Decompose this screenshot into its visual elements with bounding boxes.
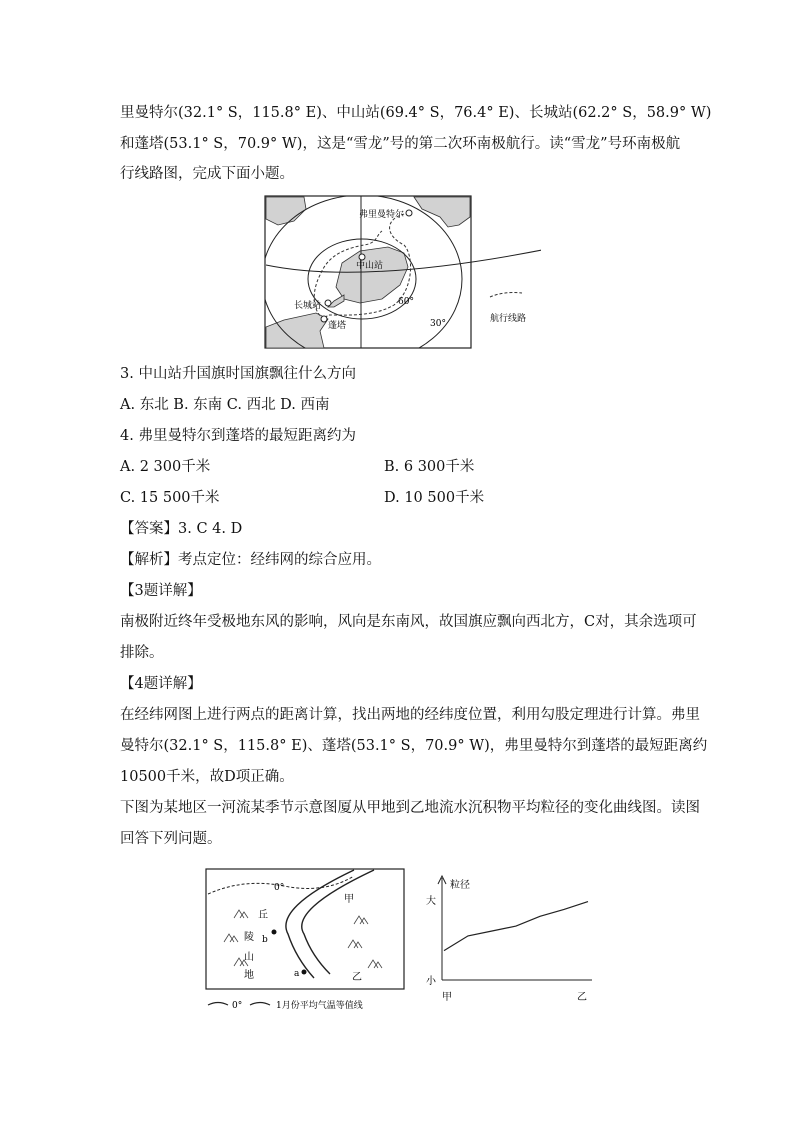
legend-0-deg: 0° [232, 1001, 243, 1011]
chart-x-start: 甲 [442, 992, 452, 1003]
label-fremantle: 弗里曼特尔 [359, 210, 405, 220]
map2-label-b: b [262, 935, 268, 945]
grain-size-curve [444, 902, 588, 951]
q4-option-d: D. 10 500千米 [384, 490, 485, 506]
chart-y-top: 大 [426, 896, 436, 907]
q4-option-b: B. 6 300千米 [384, 459, 475, 475]
answer-line: 【答案】3. C 4. D [120, 521, 243, 537]
intro-line-1: 里曼特尔(32.1° S，115.8° E)、中山站(69.4° S，76.4° E)、长城站(62.2° S，58.9° W) [120, 105, 712, 121]
detail-4-line-2: 曼特尔(32.1° S，115.8° E)、蓬塔(53.1° S，70.9° W)，弗里曼特尔到蓬塔的最短距离约 [120, 738, 708, 754]
q3-options: A. 东北 B. 东南 C. 西北 D. 西南 [120, 397, 330, 413]
detail-4-title: 【4题详解】 [120, 676, 202, 692]
label-punta: 蓬塔 [328, 321, 347, 331]
grain-size-chart [422, 872, 594, 1006]
q4-stem: 4. 弗里曼特尔到蓬塔的最短距离约为 [120, 428, 356, 444]
detail-3-title: 【3题详解】 [120, 583, 202, 599]
label-zhongshan: 中山站 [356, 261, 384, 271]
hill-char-3: 山 [244, 952, 254, 963]
detail-3-line-1: 南极附近终年受极地东风的影响，风向是东南风，故国旗应飘向西北方，C对，其余选项可 [120, 614, 697, 630]
detail-4-line-1: 在经纬网图上进行两点的距离计算，找出两地的经纬度位置，利用勾股定理进行计算。弗里 [120, 707, 700, 723]
map2-label-yi: 乙 [352, 972, 362, 983]
intro-line-3: 行线路图，完成下面小题。 [120, 166, 294, 182]
detail-4-line-3: 10500千米，故D项正确。 [120, 769, 294, 785]
river-map-figure [204, 868, 408, 1012]
antarctica-land [336, 247, 408, 303]
hill-char-2: 陵 [244, 932, 254, 943]
map2-label-0: 0° [274, 883, 285, 893]
australia-land [266, 197, 306, 225]
intro-line-2: 和蓬塔(53.1° S，70.9° W)，这是“雪龙”号的第二次环南极航行。读“雪龙”号环南极航 [120, 136, 681, 152]
chart-x-end: 乙 [577, 992, 587, 1003]
next-intro-line-1: 下图为某地区一河流某季节示意图厦从甲地到乙地流水沉积物平均粒径的变化曲线图。读图 [120, 800, 700, 816]
chart-y-bottom: 小 [426, 976, 436, 987]
label-60-deg: 60° [398, 297, 414, 307]
hill-char-1: 丘 [258, 910, 268, 921]
label-30-deg: 30° [430, 319, 446, 329]
chart-ylabel: 粒径 [450, 880, 470, 891]
label-changcheng: 长城站 [294, 301, 322, 311]
route-map-figure [264, 195, 542, 349]
analysis-line: 【解析】考点定位：经纬网的综合应用。 [120, 552, 381, 568]
map2-label-a: a [294, 969, 300, 979]
legend-isotherm-text: 1月份平均气温等值线 [276, 1001, 363, 1011]
q4-option-c: C. 15 500千米 [120, 490, 220, 506]
q3-stem: 3. 中山站升国旗时国旗飘往什么方向 [120, 366, 356, 382]
next-intro-line-2: 回答下列问题。 [120, 831, 222, 847]
detail-3-line-2: 排除。 [120, 645, 164, 661]
map2-label-jia: 甲 [344, 894, 354, 905]
q4-option-a: A. 2 300千米 [120, 459, 211, 475]
hill-char-4: 地 [244, 970, 254, 981]
legend-route-label: 航行线路 [490, 314, 527, 324]
